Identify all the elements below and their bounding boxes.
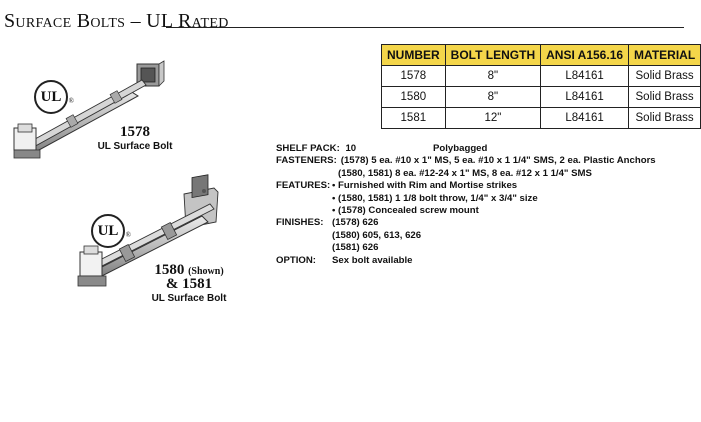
ul-listed-badge-1580 [91, 214, 131, 248]
product-number-line2: & 1581 [165, 276, 213, 292]
cell-ansi: L84161 [541, 108, 629, 129]
table-row [382, 108, 701, 129]
title-bar [4, 10, 684, 40]
finishes-model-1581: (1581) [332, 242, 360, 254]
cell-material: Solid Brass [629, 108, 701, 129]
table-row [382, 87, 701, 108]
features-row-3 [276, 205, 656, 217]
fasteners-1580-1581: 8 ea. #12-24 x 1" MS, 8 ea. #12 x 1 1/4" SMS [395, 167, 592, 179]
finishes-1580: 605, 613, 626 [362, 229, 422, 241]
fasteners-1578: 5 ea. #10 x 1" MS, 5 ea. #10 x 1 1/4" SMS, 2 ea. Plastic Anchors [371, 155, 656, 167]
option-value: Sex bolt available [332, 254, 413, 266]
product-caption-1580-1581 [146, 262, 232, 304]
shelf-pack-label: SHELF PACK: [276, 143, 340, 154]
table-row [382, 66, 701, 87]
cell-number: 1578 [382, 66, 446, 87]
finishes-row-3 [276, 242, 656, 254]
ul-badge-text: UL [40, 89, 62, 105]
shelf-pack-value: 10 [345, 143, 357, 154]
column-header-number: NUMBER [382, 45, 446, 66]
features-row-2 [276, 193, 656, 205]
feature-item: • (1580, 1581) 1 1/8 bolt throw, 1/4" x 3/4" size [332, 192, 538, 204]
cell-number: 1581 [382, 108, 446, 129]
feature-item: • (1578) Concealed screw mount [332, 204, 479, 216]
fasteners-row-1 [276, 155, 656, 167]
product-number-1580: 1580 [154, 262, 185, 278]
finishes-model-1578: (1578) [332, 217, 360, 229]
column-header-ansi: ANSI A156.16 [541, 45, 629, 66]
cell-ansi: L84161 [541, 87, 629, 108]
finishes-1581: 626 [362, 242, 379, 254]
ul-listed-badge-1578 [34, 80, 74, 114]
finishes-1578: 626 [362, 217, 379, 229]
fasteners-row-2 [276, 168, 656, 180]
column-header-bolt-length: BOLT LENGTH [445, 45, 540, 66]
registered-mark: ® [68, 97, 74, 105]
page-title: Surface Bolts – UL Rated [4, 10, 229, 32]
product-description: UL Surface Bolt [151, 293, 227, 304]
ul-badge-text: UL [97, 223, 119, 239]
option-row [276, 255, 656, 267]
spec-table [381, 44, 701, 129]
title-rule [166, 27, 684, 28]
fasteners-label: FASTENERS: [276, 155, 337, 167]
cell-number: 1580 [382, 87, 446, 108]
finishes-row-2 [276, 230, 656, 242]
features-row-1 [276, 180, 656, 192]
feature-item: • Furnished with Rim and Mortise strikes [332, 180, 518, 192]
spec-details [276, 143, 656, 267]
cell-bolt-length: 8" [445, 66, 540, 87]
finishes-row-1 [276, 217, 656, 229]
cell-material: Solid Brass [629, 87, 701, 108]
fasteners-model-1578: (1578) [340, 155, 369, 167]
fasteners-model-1580-1581: (1580, 1581) [338, 167, 393, 179]
cell-bolt-length: 8" [445, 87, 540, 108]
cell-material: Solid Brass [629, 66, 701, 87]
product-caption-1578 [97, 124, 173, 152]
finishes-model-1580: (1580) [332, 229, 360, 241]
cell-bolt-length: 12" [445, 108, 540, 129]
features-label: FEATURES: [276, 180, 331, 192]
shelf-pack-row [276, 143, 656, 155]
product-number: 1578 [120, 124, 150, 140]
product-description: UL Surface Bolt [97, 141, 173, 152]
finishes-label: FINISHES: [276, 217, 324, 229]
shelf-pack-note: Polybagged [433, 143, 488, 154]
option-label: OPTION: [276, 254, 316, 266]
shown-note: (Shown) [188, 266, 224, 277]
cell-ansi: L84161 [541, 66, 629, 87]
column-header-material: MATERIAL [629, 45, 701, 66]
table-header-row [382, 45, 701, 66]
registered-mark: ® [125, 231, 131, 239]
